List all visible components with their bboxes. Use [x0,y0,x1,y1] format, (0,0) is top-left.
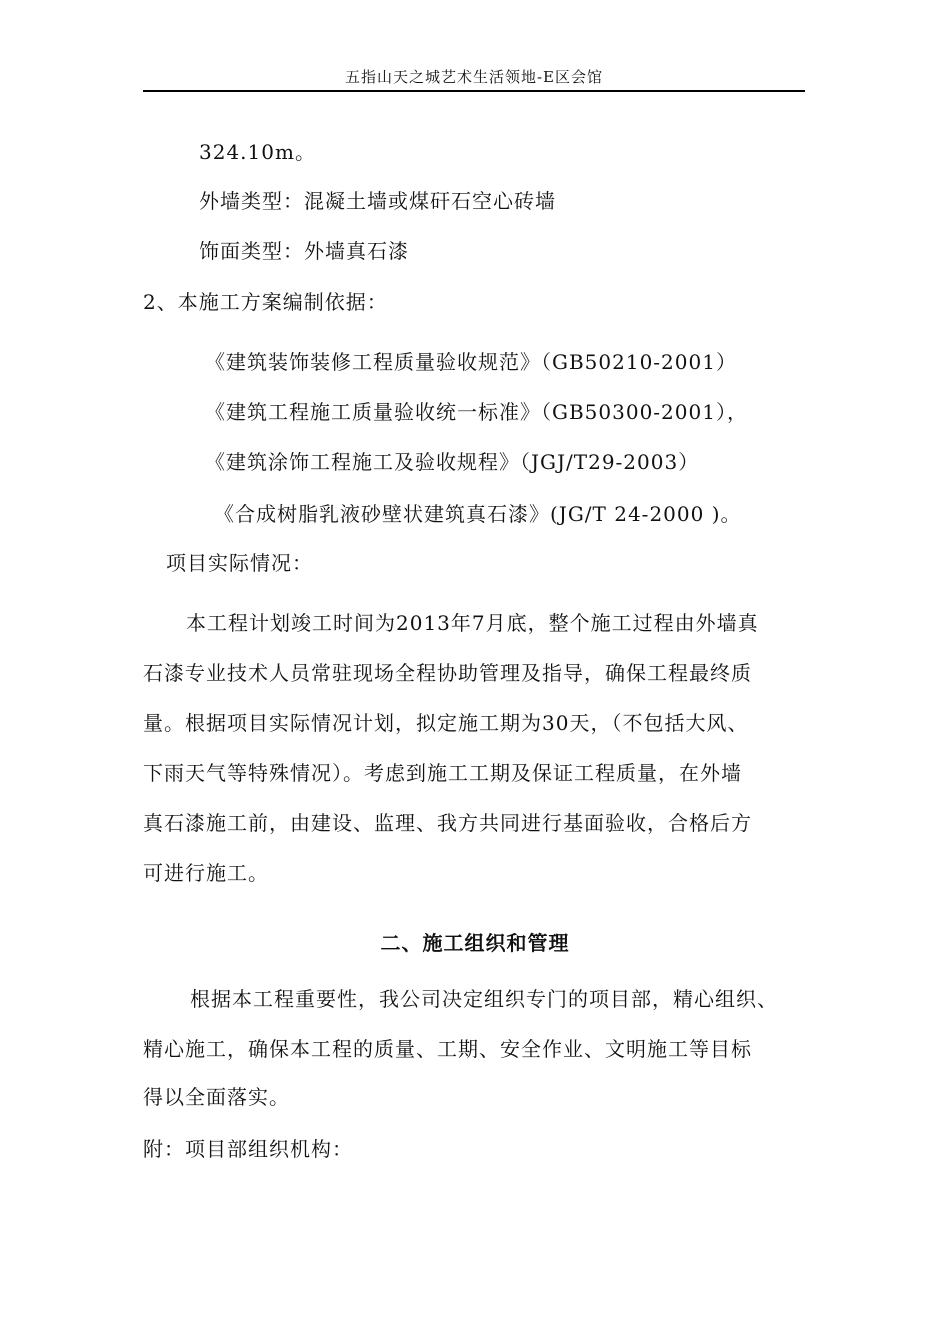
paragraph-line: 本工程计划竣工时间为2013年7月底，整个施工过程由外墙真 [186,611,759,635]
basis-heading: 2、本施工方案编制依据： [143,290,388,314]
standard-item: 《建筑装饰装修工程质量验收规范》（GB50210-2001） [205,350,737,374]
finish-type-line: 饰面类型：外墙真石漆 [199,239,409,263]
paragraph-line: 根据本工程重要性，我公司决定组织专门的项目部，精心组织、 [190,987,778,1011]
header-title: 五指山天之城艺术生活领地-E区会馆 [344,68,604,86]
wall-type-line: 外墙类型：混凝土墙或煤矸石空心砖墙 [199,189,556,213]
standard-item: 《建筑涂饰工程施工及验收规程》（JGJ/T29-2003） [205,450,700,474]
section-title: 二、施工组织和管理 [380,931,570,955]
project-heading: 项目实际情况： [166,551,313,575]
appendix-line: 附：项目部组织机构： [143,1137,353,1161]
paragraph-line: 真石漆施工前，由建设、监理、我方共同进行基面验收，合格后方 [143,811,752,835]
paragraph-line: 石漆专业技术人员常驻现场全程协助管理及指导，确保工程最终质 [143,661,752,685]
length-line: 324.10m。 [199,140,316,164]
paragraph-line: 得以全面落实。 [143,1085,290,1109]
paragraph-line: 可进行施工。 [143,861,269,885]
paragraph-line: 下雨天气等特殊情况）。考虑到施工工期及保证工程质量，在外墙 [143,761,742,785]
page-header [143,66,805,92]
standard-item: 《建筑工程施工质量验收统一标准》（GB50300-2001）， [205,400,748,424]
standard-item: 《合成树脂乳液砂壁状建筑真石漆》(JG/T 24-2000 )。 [214,502,742,526]
paragraph-line: 量。根据项目实际情况计划，拟定施工期为30天，（不包括大风、 [143,711,749,735]
paragraph-line: 精心施工，确保本工程的质量、工期、安全作业、文明施工等目标 [143,1037,752,1061]
